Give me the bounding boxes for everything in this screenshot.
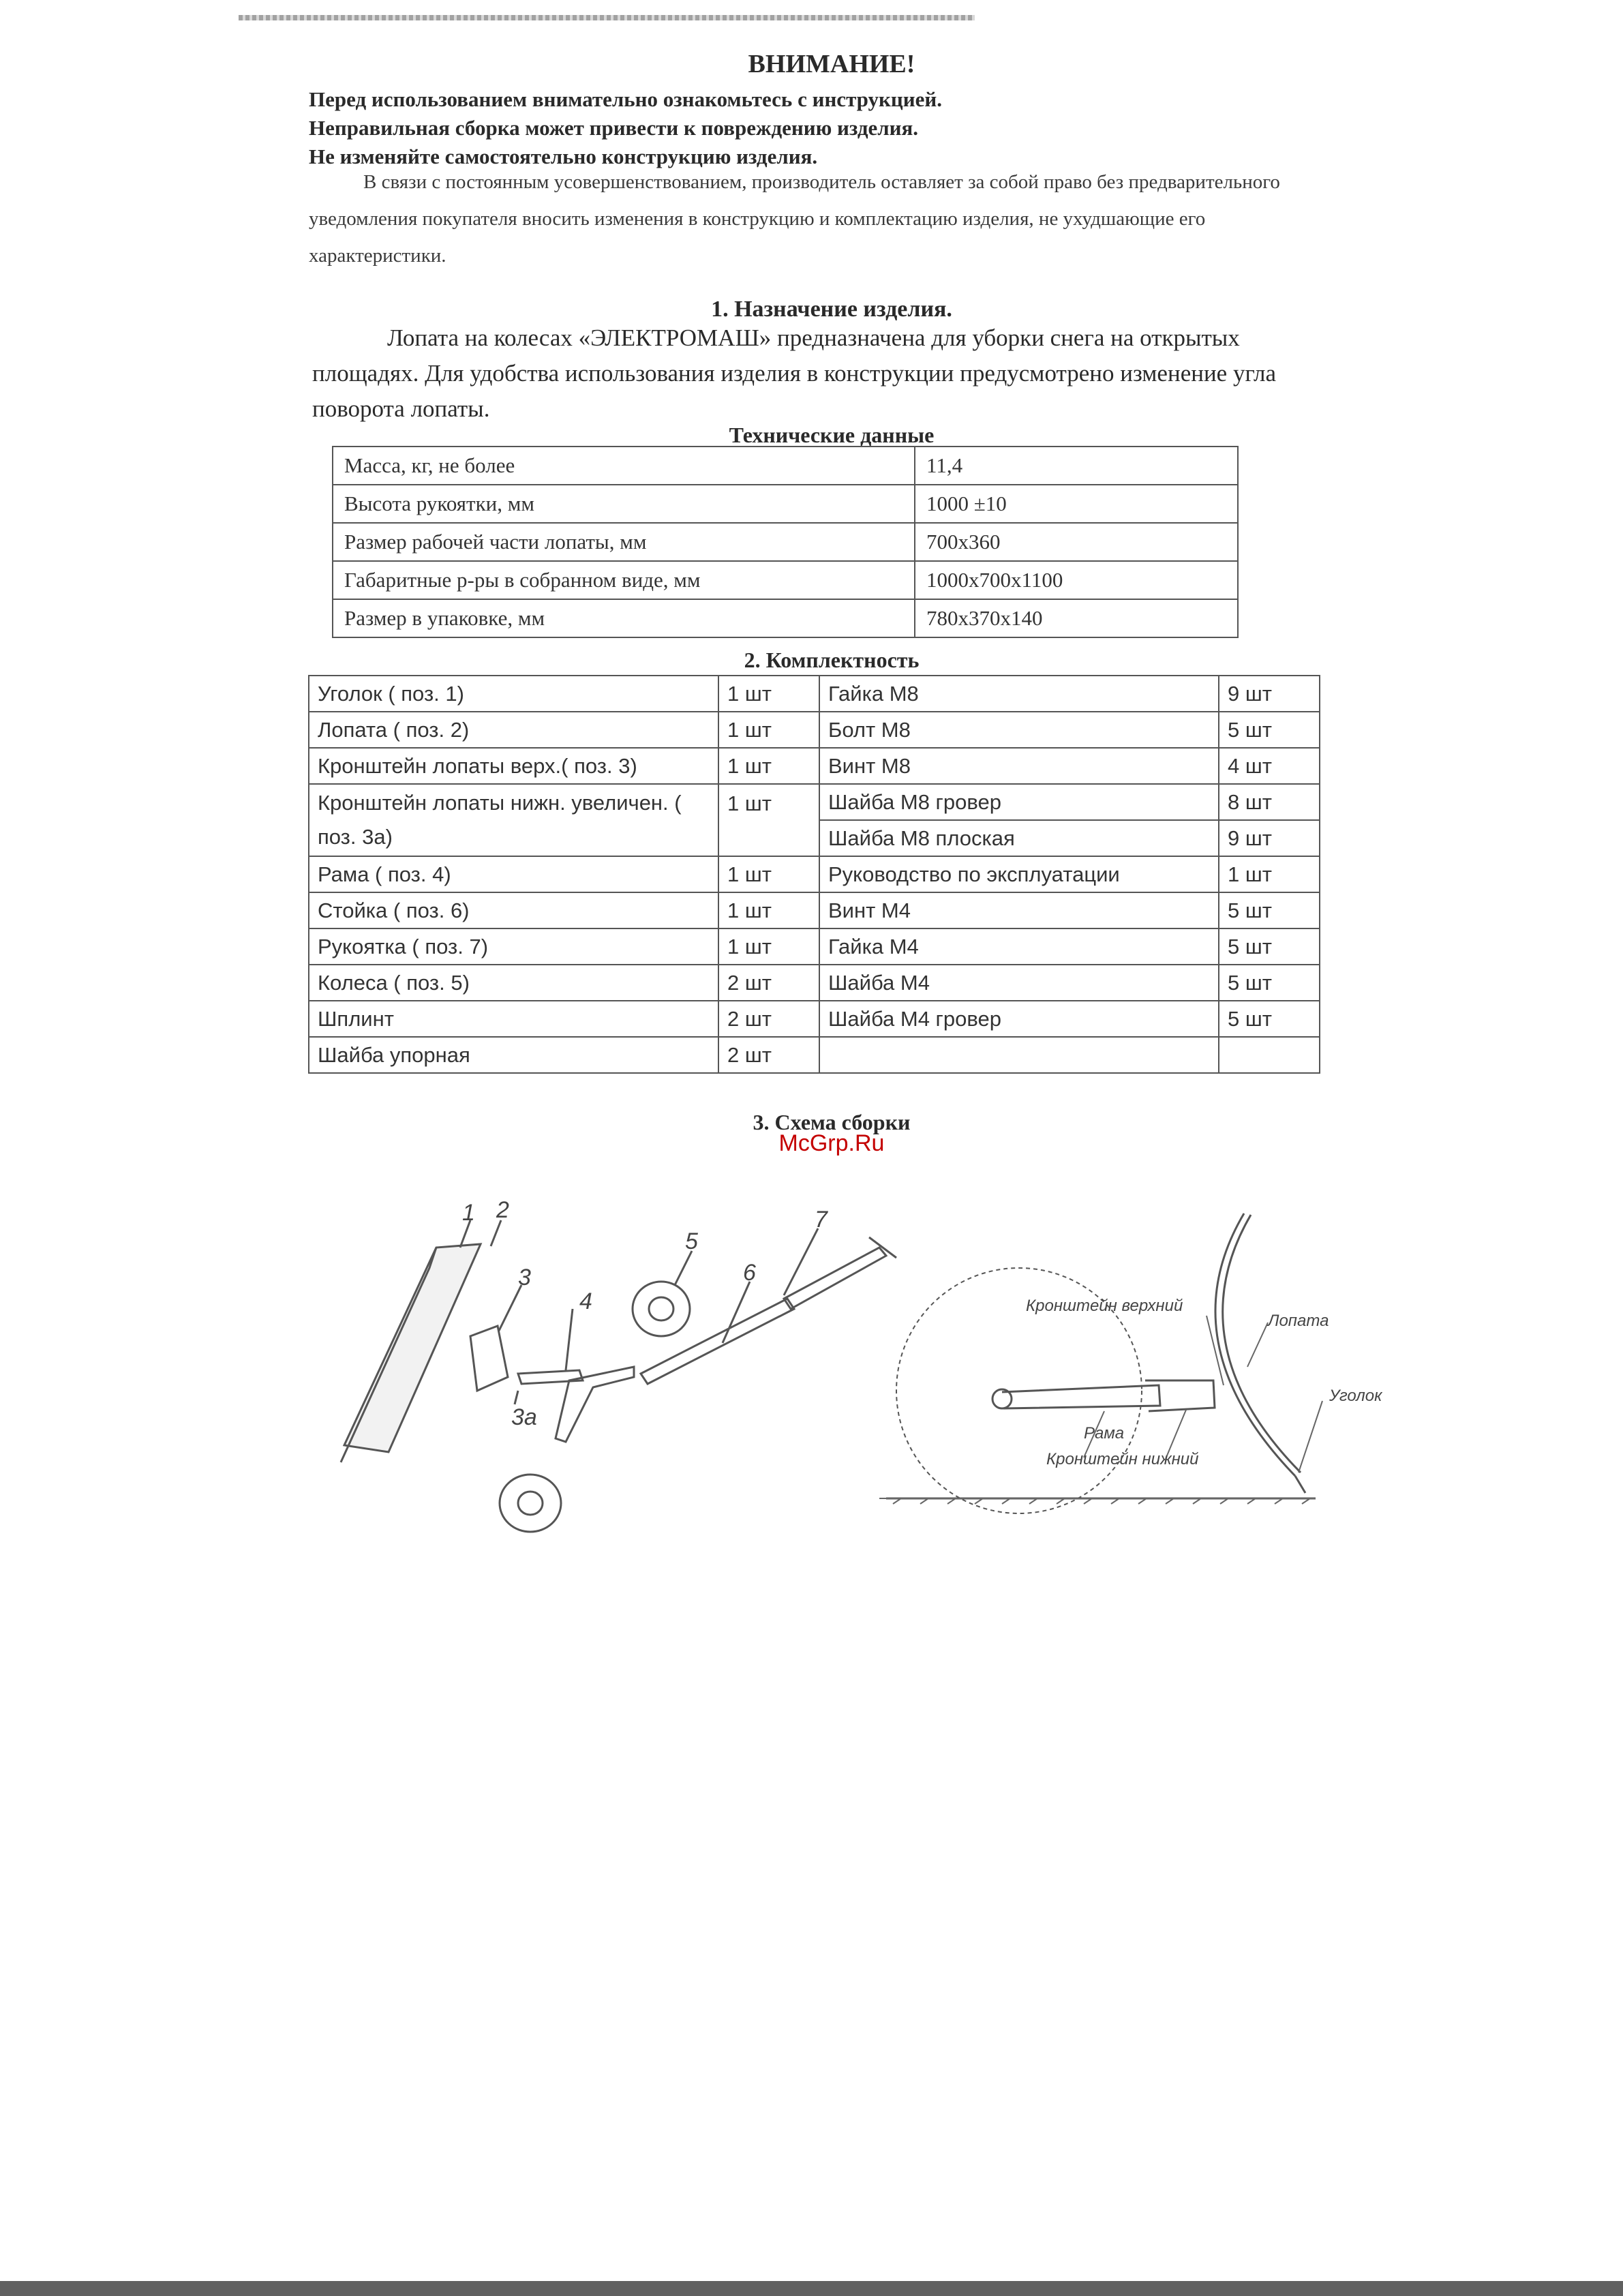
part-number-label: 6 <box>743 1260 756 1286</box>
bracket-drawing <box>470 1326 508 1391</box>
wheel-drawing <box>633 1282 690 1336</box>
upper-bracket-label: Кронштейн верхний <box>1026 1297 1183 1315</box>
table-row <box>309 784 1320 820</box>
kit-item: Шайба М4 <box>819 965 1219 1001</box>
kit-item: Болт М8 <box>819 712 1219 748</box>
scan-top-edge <box>239 15 975 20</box>
attention-title: ВНИМАНИЕ! <box>748 50 915 78</box>
assembly-heading: 3. Схема сборки <box>753 1110 911 1134</box>
tech-value: 1000 ±10 <box>915 485 1238 523</box>
kit-qty: 5 шт <box>1219 928 1320 965</box>
table-row <box>309 856 1320 892</box>
kit-item: Шайба М4 гровер <box>819 1001 1219 1037</box>
kit-qty: 5 шт <box>1219 892 1320 928</box>
lower-bracket-label: Кронштейн нижний <box>1046 1450 1199 1468</box>
frame-label: Рама <box>1084 1424 1125 1442</box>
tech-label: Размер в упаковке, мм <box>333 599 915 637</box>
kit-item: Гайка М8 <box>819 676 1219 712</box>
kit-qty: 5 шт <box>1219 965 1320 1001</box>
table-row <box>309 1037 1320 1073</box>
table-row <box>333 599 1238 637</box>
corner-label: Уголок <box>1329 1387 1382 1405</box>
kit-empty-cell <box>1219 1037 1320 1073</box>
kit-qty: 9 шт <box>1219 820 1320 856</box>
kit-qty: 2 шт <box>718 1037 819 1073</box>
table-row <box>309 676 1320 712</box>
kit-qty: 1 шт <box>718 784 819 856</box>
kit-item: Руководство по эксплуатации <box>819 856 1219 892</box>
table-row <box>333 447 1238 485</box>
stand-drawing <box>641 1299 794 1384</box>
scan-bottom-edge <box>0 2281 1623 2296</box>
kit-item: Колеса ( поз. 5) <box>309 965 718 1001</box>
tech-heading: Технические данные <box>729 423 935 447</box>
shovel-blade-drawing <box>344 1244 481 1452</box>
part-number-label: 3 <box>518 1265 531 1290</box>
purpose-text: Лопата на колесах «ЭЛЕКТРОМАШ» предназначена для уборки снега на открытых площадях. Для удобства использования изделия в конструкции предусмотрено изменение угла поворота лопаты. <box>312 324 1277 422</box>
kit-qty: 1 шт <box>718 856 819 892</box>
table-row <box>309 1001 1320 1037</box>
table-row <box>309 748 1320 784</box>
tech-table <box>332 446 1239 638</box>
tech-value: 11,4 <box>915 447 1238 485</box>
side-view-diagram <box>879 1207 1397 1520</box>
kit-qty: 5 шт <box>1219 712 1320 748</box>
exploded-assembly-diagram <box>314 1173 927 1554</box>
part-number-label: 1 <box>462 1200 475 1226</box>
kit-item: Шайба М8 гровер <box>819 784 1219 820</box>
table-row <box>309 712 1320 748</box>
kit-qty: 1 шт <box>718 928 819 965</box>
kit-qty: 1 шт <box>718 676 819 712</box>
kit-qty: 1 шт <box>718 892 819 928</box>
table-row <box>333 523 1238 561</box>
wheel-drawing <box>500 1475 561 1532</box>
tech-value: 780x370x140 <box>915 599 1238 637</box>
kit-heading: 2. Комплектность <box>744 648 920 672</box>
table-row <box>333 561 1238 599</box>
warning-line-1: Перед использованием внимательно ознакомьтесь с инструкцией. <box>309 87 942 111</box>
kit-item: Гайка М4 <box>819 928 1219 965</box>
table-row <box>309 965 1320 1001</box>
kit-qty: 9 шт <box>1219 676 1320 712</box>
kit-qty: 1 шт <box>718 712 819 748</box>
kit-qty: 2 шт <box>718 1001 819 1037</box>
tech-label: Высота рукоятки, мм <box>333 485 915 523</box>
tech-label: Габаритные р-ры в собранном виде, мм <box>333 561 915 599</box>
kit-qty: 8 шт <box>1219 784 1320 820</box>
kit-item: Уголок ( поз. 1) <box>309 676 718 712</box>
kit-item: Кронштейн лопаты нижн. увеличен. ( поз. 3а) <box>309 784 718 856</box>
kit-item: Лопата ( поз. 2) <box>309 712 718 748</box>
part-number-label: 5 <box>685 1228 698 1254</box>
table-row <box>333 485 1238 523</box>
warning-line-3: Не изменяйте самостоятельно конструкцию изделия. <box>309 145 818 168</box>
tech-label: Масса, кг, не более <box>333 447 915 485</box>
part-number-label: 3а <box>511 1404 537 1430</box>
tech-value: 1000x700x1100 <box>915 561 1238 599</box>
kit-qty: 1 шт <box>1219 856 1320 892</box>
kit-qty: 5 шт <box>1219 1001 1320 1037</box>
warning-line-2: Неправильная сборка может привести к повреждению изделия. <box>309 116 919 140</box>
kit-item: Рукоятка ( поз. 7) <box>309 928 718 965</box>
watermark: McGrp.Ru <box>778 1130 885 1156</box>
kit-qty: 4 шт <box>1219 748 1320 784</box>
kit-qty: 1 шт <box>718 748 819 784</box>
kit-item: Шайба упорная <box>309 1037 718 1073</box>
handle-drawing <box>784 1248 886 1309</box>
kit-item: Кронштейн лопаты верх.( поз. 3) <box>309 748 718 784</box>
improvement-notice: В связи с постоянным усовершенствованием, производитель оставляет за собой право без предварительного уведомления покупателя вносить изменения в конструкцию и комплектацию изделия, не ухудшающие его характеристики. <box>309 171 1280 267</box>
tech-label: Размер рабочей части лопаты, мм <box>333 523 915 561</box>
kit-item: Рама ( поз. 4) <box>309 856 718 892</box>
table-row <box>309 928 1320 965</box>
part-number-label: 4 <box>579 1288 592 1314</box>
part-number-label: 7 <box>815 1207 828 1233</box>
shovel-curve <box>1215 1213 1295 1476</box>
kit-item: Шплинт <box>309 1001 718 1037</box>
part-number-label: 2 <box>496 1197 509 1223</box>
kit-table <box>308 675 1320 1074</box>
kit-item: Винт М4 <box>819 892 1219 928</box>
tech-value: 700x360 <box>915 523 1238 561</box>
frame-drawing <box>556 1367 634 1442</box>
kit-item: Винт М8 <box>819 748 1219 784</box>
kit-empty-cell <box>819 1037 1219 1073</box>
table-row <box>309 892 1320 928</box>
kit-item: Шайба М8 плоская <box>819 820 1219 856</box>
kit-qty: 2 шт <box>718 965 819 1001</box>
kit-item: Стойка ( поз. 6) <box>309 892 718 928</box>
purpose-heading: 1. Назначение изделия. <box>711 297 952 322</box>
shovel-label: Лопата <box>1268 1312 1329 1330</box>
frame-bar <box>1002 1385 1160 1408</box>
